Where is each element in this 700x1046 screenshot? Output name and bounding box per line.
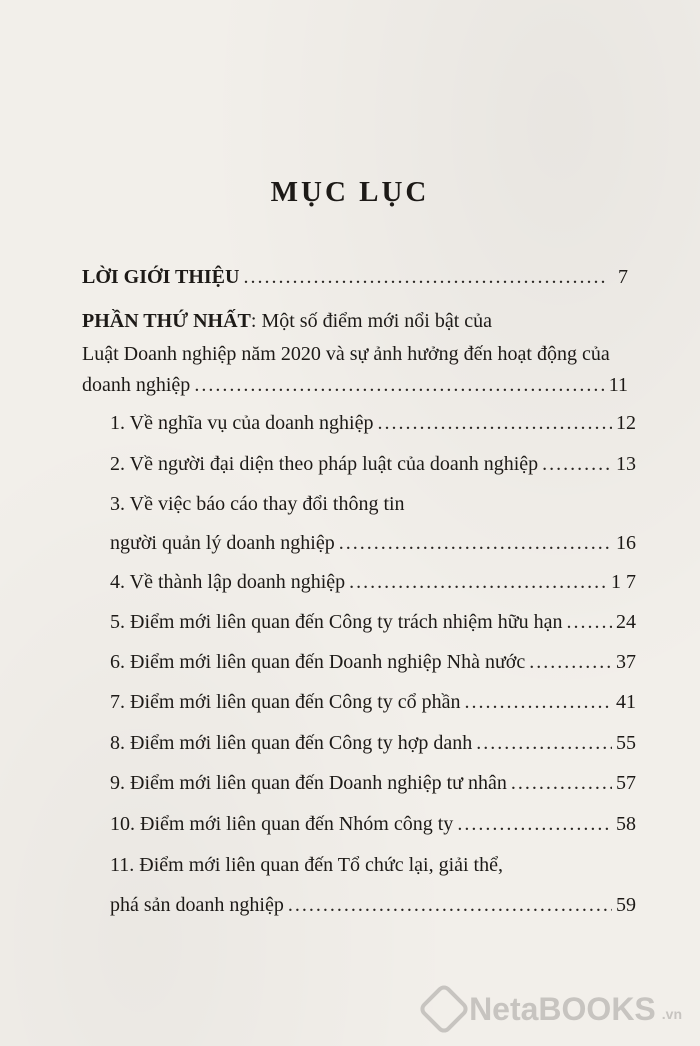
- toc-leader-dots: [542, 453, 612, 476]
- toc-page-number: 13: [616, 453, 636, 475]
- netabooks-watermark: [425, 990, 682, 1028]
- toc-entry-intro[interactable]: [82, 266, 628, 289]
- toc-page-number: 11: [608, 374, 628, 396]
- toc-leader-dots: [243, 266, 606, 289]
- toc-entry-9[interactable]: [110, 772, 636, 795]
- netabooks-logo-icon: [417, 982, 471, 1036]
- watermark-suffix: .vn: [661, 1006, 682, 1022]
- toc-leader-dots: [339, 532, 612, 555]
- toc-part-heading[interactable]: [82, 310, 492, 333]
- toc-leader-dots: [288, 894, 612, 917]
- toc-entry-3[interactable]: [110, 532, 636, 555]
- toc-entry-label: 8. Điểm mới liên quan đến Công ty hợp danh: [110, 732, 473, 754]
- toc-leader-dots: [529, 651, 612, 674]
- toc-entry-8[interactable]: [110, 732, 636, 755]
- toc-entry-10[interactable]: [110, 813, 636, 836]
- toc-entry-4[interactable]: [110, 571, 636, 594]
- watermark-brand: NetaBOOKS: [469, 990, 656, 1027]
- toc-page-number: 59: [616, 894, 636, 916]
- toc-entry-label: 9. Điểm mới liên quan đến Doanh nghiệp tư nhân: [110, 772, 507, 794]
- toc-entry-label: phá sản doanh nghiệp: [110, 894, 284, 916]
- toc-entry-label: 7. Điểm mới liên quan đến Công ty cổ phần: [110, 691, 461, 713]
- toc-entry-label: doanh nghiệp: [82, 374, 191, 396]
- toc-leader-dots: [194, 374, 604, 397]
- toc-entry-label: 4. Về thành lập doanh nghiệp: [110, 571, 346, 593]
- toc-leader-dots: [465, 691, 612, 714]
- toc-entry-label: 6. Điểm mới liên quan đến Doanh nghiệp Nhà nước: [110, 651, 526, 673]
- toc-leader-dots: [377, 412, 612, 435]
- toc-entry-7[interactable]: [110, 691, 636, 714]
- toc-entry-2[interactable]: [110, 453, 636, 476]
- toc-part-title-cont: Luật Doanh nghiệp năm 2020 và sự ảnh hưởng đến hoạt động của: [82, 343, 610, 365]
- toc-page-number: 58: [616, 813, 636, 835]
- toc-part-label: PHẦN THỨ NHẤT: [82, 310, 251, 332]
- toc-entry-label: LỜI GIỚI THIỆU: [82, 266, 240, 288]
- toc-entry-label: người quản lý doanh nghiệp: [110, 532, 335, 554]
- toc-entry-11-line1: 11. Điểm mới liên quan đến Tổ chức lại, giải thể,: [110, 854, 503, 876]
- toc-entry-11[interactable]: [110, 894, 636, 917]
- toc-page-number: 1 7: [611, 571, 636, 593]
- toc-entry-5[interactable]: [110, 611, 636, 634]
- toc-page-number: 16: [616, 532, 636, 554]
- toc-leader-dots: [476, 732, 612, 755]
- toc-entry-label: 5. Điểm mới liên quan đến Công ty trách nhiệm hữu hạn: [110, 611, 563, 633]
- toc-entry-label: 2. Về người đại diện theo pháp luật của doanh nghiệp: [110, 453, 539, 475]
- toc-leader-dots: [511, 772, 612, 795]
- toc-entry-6[interactable]: [110, 651, 636, 674]
- toc-page-number: 12: [616, 412, 636, 434]
- toc-page-number: 7: [618, 266, 628, 288]
- toc-entry-label: 1. Về nghĩa vụ của doanh nghiệp: [110, 412, 374, 434]
- toc-page-number: 57: [616, 772, 636, 794]
- toc-part-title: : Một số điểm mới nổi bật của: [250, 310, 493, 332]
- toc-page-number: 24: [616, 611, 636, 633]
- toc-page-number: 55: [616, 732, 636, 754]
- toc-entry-label: 10. Điểm mới liên quan đến Nhóm công ty: [110, 813, 454, 835]
- toc-page-number: 41: [616, 691, 636, 713]
- toc-entry-part-1[interactable]: [82, 374, 628, 397]
- toc-entry-1[interactable]: [110, 412, 636, 435]
- toc-leader-dots: [349, 571, 607, 594]
- toc-entry-3-line1: 3. Về việc báo cáo thay đổi thông tin: [110, 493, 405, 515]
- page-title: MỤC LỤC: [270, 176, 430, 208]
- toc-leader-dots: [457, 813, 612, 836]
- toc-leader-dots: [566, 611, 612, 634]
- toc-page-number: 37: [616, 651, 636, 673]
